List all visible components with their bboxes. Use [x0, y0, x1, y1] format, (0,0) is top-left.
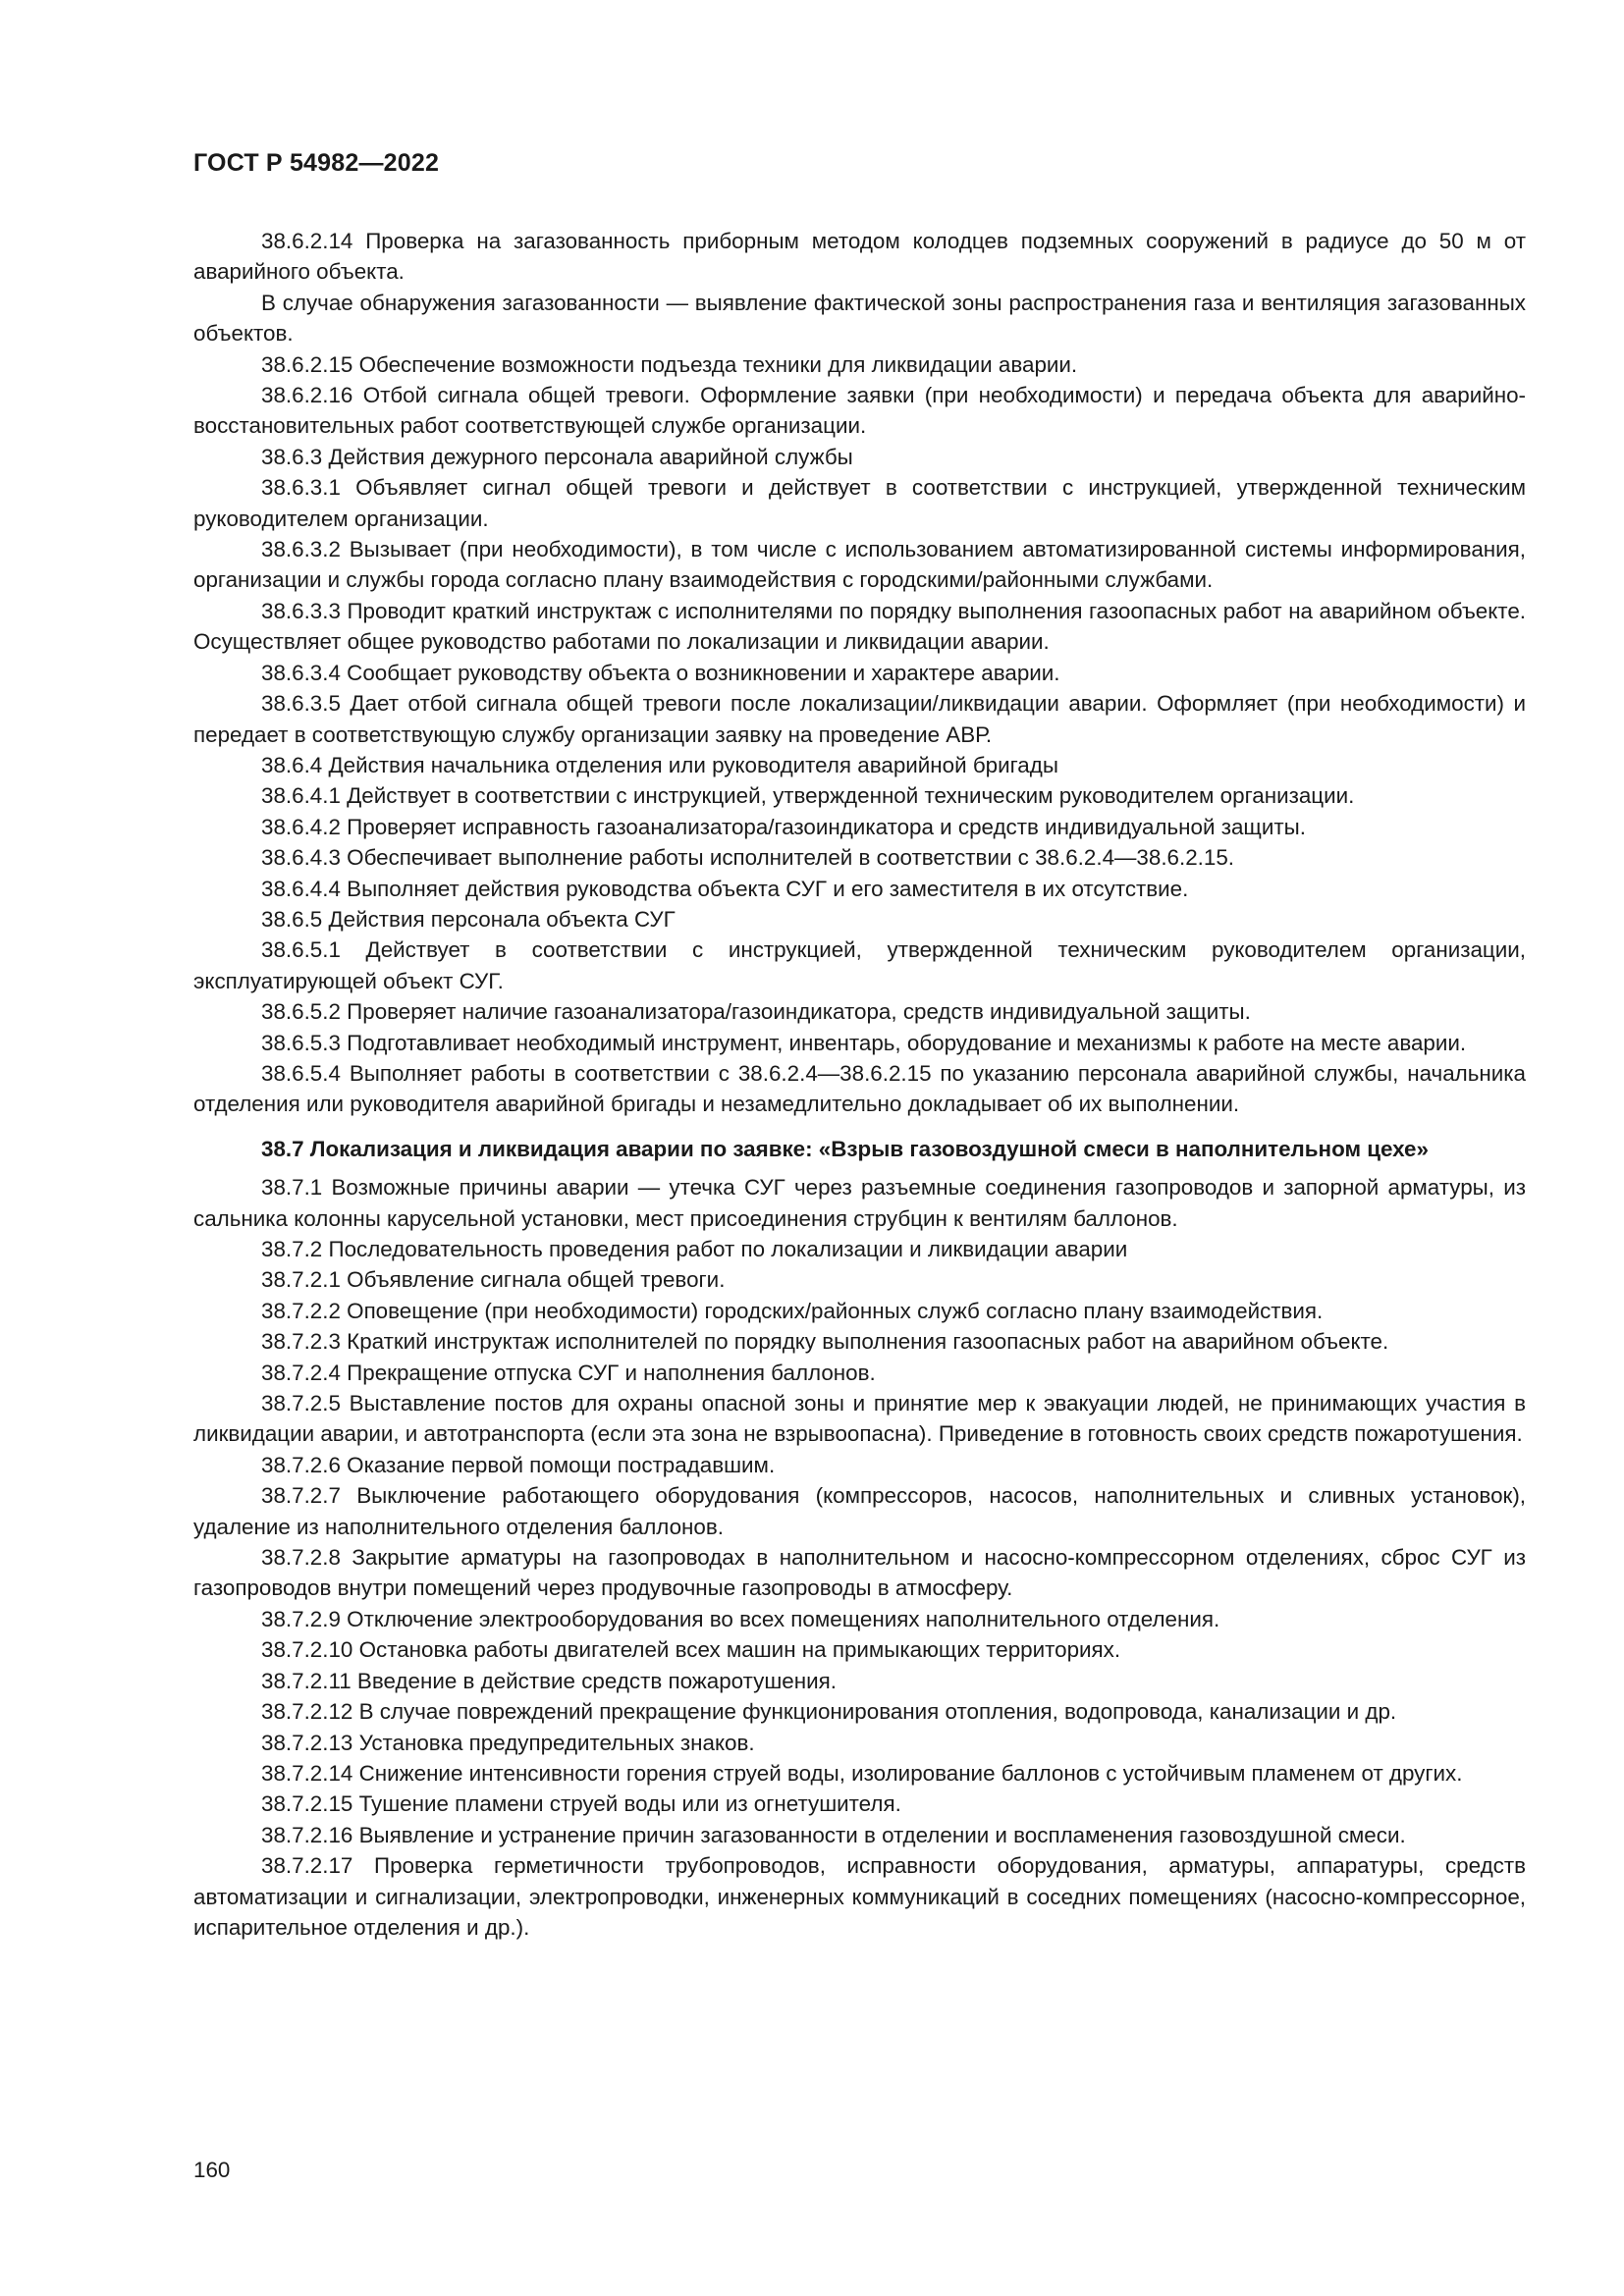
paragraph: 38.6.5.3 Подготавливает необходимый инструмент, инвентарь, оборудование и механизмы к работе на месте аварии.	[261, 1030, 1467, 1055]
paragraph: 38.7.2.1 Объявление сигнала общей тревоги.	[261, 1267, 726, 1293]
paragraph: 38.7.2.7 Выключение работающего оборудования (компрессоров, насосов, наполнительных и сливных установок), удаление из наполнительного отделения баллонов.	[193, 1483, 1526, 1539]
paragraph: 38.6.3.5 Дает отбой сигнала общей тревоги после локализации/ликвидации аварии. Оформляет (при необходимости) и передает в соответствующую службу организации заявку на проведение АВР.	[193, 691, 1526, 747]
paragraph: 38.6.5.4 Выполняет работы в соответствии с 38.6.2.4—38.6.2.15 по указанию персонала аварийной службы, начальника отделения или руководителя аварийной бригады и незамедлительно докладывает об их выполнении.	[193, 1060, 1526, 1117]
paragraph: 38.7.2.9 Отключение электрооборудования во всех помещениях наполнительного отделения.	[261, 1606, 1220, 1631]
paragraph: 38.6.3.2 Вызывает (при необходимости), в том числе с использованием автоматизированной системы информирования, организации и службы города согласно плану взаимодействия с городскими/районными службами.	[193, 537, 1526, 593]
paragraph: 38.6.2.15 Обеспечение возможности подъезда техники для ликвидации аварии.	[261, 351, 1078, 377]
document-body	[193, 226, 1526, 1943]
paragraph: 38.6.4 Действия начальника отделения или руководителя аварийной бригады	[261, 752, 1058, 777]
paragraph: 38.6.3.3 Проводит краткий инструктаж с исполнителями по порядку выполнения газоопасных работ на аварийном объекте. Осуществляет общее руководство работами по локализации и ликвидации аварии.	[193, 598, 1526, 655]
paragraph: 38.7.1 Возможные причины аварии — утечка СУГ через разъемные соединения газопроводов и запорной арматуры, из сальника колонны карусельной установки, мест присоединения струбцин к вентилям баллонов.	[193, 1175, 1526, 1231]
paragraph: 38.6.3 Действия дежурного персонала аварийной службы	[261, 444, 853, 469]
paragraph: 38.6.2.16 Отбой сигнала общей тревоги. Оформление заявки (при необходимости) и передача объекта для аварийно-восстановительных работ соответствующей службе организации.	[193, 383, 1526, 439]
paragraph: 38.6.3.4 Сообщает руководству объекта о возникновении и характере аварии.	[261, 660, 1060, 685]
page-number: 160	[193, 2158, 231, 2182]
paragraph: 38.6.2.14 Проверка на загазованность приборным методом колодцев подземных сооружений в радиусе до 50 м от аварийного объекта.	[193, 229, 1526, 285]
paragraph: 38.7.2.16 Выявление и устранение причин загазованности в отделении и воспламенения газовоздушной смеси.	[261, 1822, 1406, 1847]
paragraph: 38.7.2.8 Закрытие арматуры на газопроводах в наполнительном и насосно-компрессорном отделениях, сброс СУГ из газопроводов внутри помещений через продувочные газопроводы в атмосферу.	[193, 1545, 1526, 1601]
paragraph: 38.7.2.11 Введение в действие средств пожаротушения.	[261, 1668, 837, 1693]
paragraph: 38.6.4.1 Действует в соответствии с инструкцией, утвержденной техническим руководителем организации.	[261, 783, 1355, 809]
paragraph: 38.7.2.6 Оказание первой помощи пострадавшим.	[261, 1452, 776, 1477]
paragraph: В случае обнаружения загазованности — выявление фактической зоны распространения газа и вентиляция загазованных объектов.	[193, 290, 1526, 347]
paragraph: 38.7.2.15 Тушение пламени струей воды или из огнетушителя.	[261, 1791, 901, 1817]
paragraph: 38.7.2.17 Проверка герметичности трубопроводов, исправности оборудования, арматуры, аппаратуры, средств автоматизации и сигнализации, электропроводки, инженерных коммуникаций в соседних помещениях (насосно-компрессорное, испарительное отделения и др.).	[193, 1853, 1526, 1940]
paragraph: 38.7.2.13 Установка предупредительных знаков.	[261, 1730, 755, 1755]
paragraph: 38.6.5 Действия персонала объекта СУГ	[261, 906, 676, 932]
paragraph: 38.6.4.2 Проверяет исправность газоанализатора/газоиндикатора и средств индивидуальной защиты.	[261, 814, 1306, 839]
paragraph: 38.6.5.1 Действует в соответствии с инструкцией, утвержденной техническим руководителем организации, эксплуатирующей объект СУГ.	[193, 937, 1526, 993]
paragraph: 38.7.2.12 В случае повреждений прекращение функционирования отопления, водопровода, канализации и др.	[261, 1699, 1397, 1725]
document-header: ГОСТ Р 54982—2022	[193, 149, 440, 177]
paragraph: 38.7.2.14 Снижение интенсивности горения струей воды, изолирование баллонов с устойчивым пламенем от других.	[261, 1760, 1463, 1786]
paragraph: 38.7.2.10 Остановка работы двигателей всех машин на примыкающих территориях.	[261, 1637, 1121, 1663]
paragraph: 38.6.4.4 Выполняет действия руководства объекта СУГ и его заместителя в их отсутствие.	[261, 876, 1189, 901]
paragraph: 38.6.4.3 Обеспечивает выполнение работы исполнителей в соответствии с 38.6.2.4—38.6.2.15.	[261, 845, 1235, 871]
paragraph: 38.7.2 Последовательность проведения работ по локализации и ликвидации аварии	[261, 1237, 1128, 1261]
paragraph: 38.7.2.3 Краткий инструктаж исполнителей по порядку выполнения газоопасных работ на аварийном объекте.	[261, 1329, 1389, 1355]
paragraph: 38.7.2.5 Выставление постов для охраны опасной зоны и принятие мер к эвакуации людей, не принимающих участия в ликвидации аварии, и автотранспорта (если эта зона не взрывоопасна). Приведение в готовность своих средств пожаротушения.	[193, 1391, 1526, 1447]
section-heading: 38.7 Локализация и ликвидация аварии по заявке: «Взрыв газовоздушной смеси в наполнительном цехе»	[261, 1136, 1429, 1161]
paragraph: 38.7.2.4 Прекращение отпуска СУГ и наполнения баллонов.	[261, 1360, 876, 1385]
paragraph: 38.7.2.2 Оповещение (при необходимости) городских/районных служб согласно плану взаимодействия.	[261, 1298, 1324, 1323]
paragraph: 38.6.5.2 Проверяет наличие газоанализатора/газоиндикатора, средств индивидуальной защиты.	[261, 999, 1251, 1025]
paragraph: 38.6.3.1 Объявляет сигнал общей тревоги и действует в соответствии с инструкцией, утвержденной техническим руководителем организации.	[193, 475, 1526, 531]
